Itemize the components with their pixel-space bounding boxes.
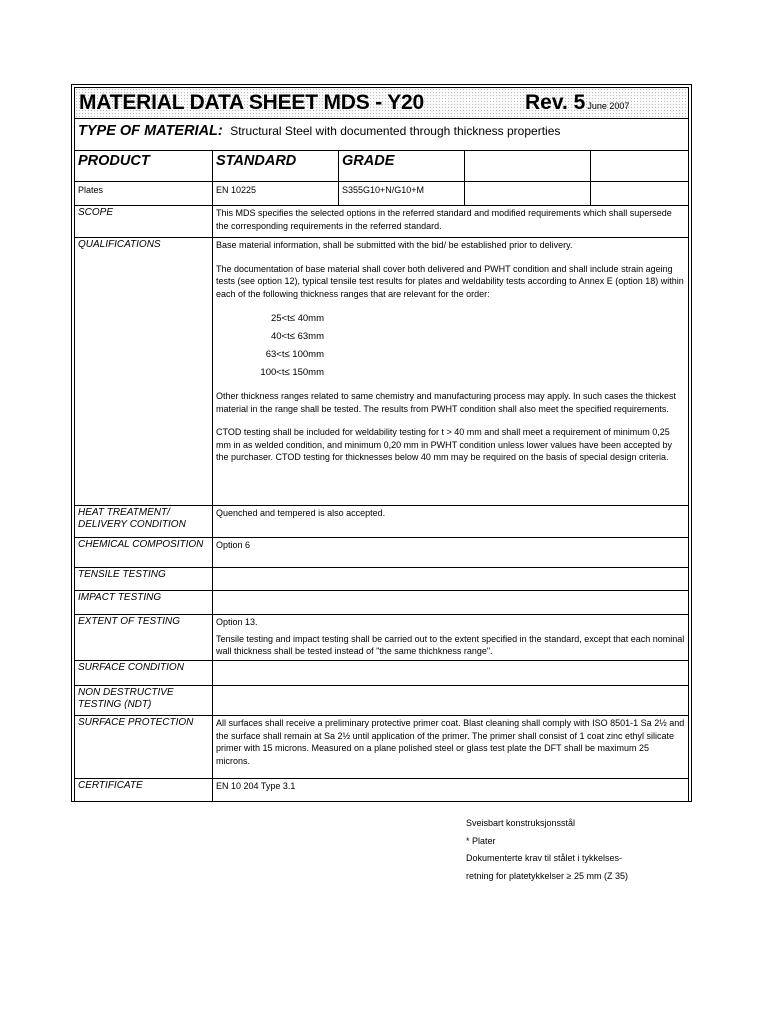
qualifications-paragraph-2: The documentation of base material shall cover both delivered and PWHT condition and shall include strain ageing tests (see option 12), typical tensile test results for plates and weldability tests according to Annex E (option 18) within each of the following thickness ranges that are relevant for the order: <box>216 263 684 299</box>
note-line: * Plater <box>466 835 496 846</box>
impact-testing-text <box>213 591 688 614</box>
extent-of-testing-row <box>75 615 688 661</box>
product-row <box>75 182 688 206</box>
surface-condition-label: SURFACE CONDITION <box>75 661 213 685</box>
scope-label: SCOPE <box>75 206 213 237</box>
revision <box>525 91 629 115</box>
extent-paragraph-2: Tensile testing and impact testing shall be carried out to the extent specified in the standard, except that each nominal wall thickness shall be tested instead of "the same thichkness range". <box>216 633 685 656</box>
thickness-range: 100<t≤ 150mm <box>260 367 324 378</box>
extent-paragraph-1: Option 13. <box>216 617 258 627</box>
heat-treatment-text: Quenched and tempered is also accepted. <box>216 508 386 518</box>
header-product: PRODUCT <box>75 151 213 181</box>
surface-protection-text: All surfaces shall receive a preliminary protective primer coat. Blast cleaning shall comply with ISO 8501-1 Sa 2½ and the surface shall remain at Sa 2½ until application of the primer. The primer shall consist of 1 coat zinc ethyl silicate primer with 15 microns. Measured on a plane polished steel or glass test plate the DFT shall be maximum 25 microns. <box>216 718 685 766</box>
chemical-composition-row <box>75 538 688 568</box>
title-bar <box>75 88 688 119</box>
surface-condition-row <box>75 661 688 686</box>
scope-row <box>75 206 688 238</box>
tensile-testing-text <box>213 568 688 590</box>
note-line: Dokumenterte krav til stålet i tykkelses- <box>466 853 623 863</box>
surface-condition-text <box>213 661 688 685</box>
column-header-row <box>75 151 688 182</box>
chemical-composition-text: Option 6 <box>216 540 251 550</box>
surface-protection-label: SURFACE PROTECTION <box>75 716 213 778</box>
impact-testing-label: IMPACT TESTING <box>75 591 213 614</box>
revision-number: Rev. 5 <box>525 91 586 114</box>
qualifications-row <box>75 238 688 506</box>
ndt-label-line-1: NON DESTRUCTIVE <box>78 687 174 698</box>
standard-value: EN 10225 <box>213 182 339 205</box>
norwegian-notes <box>466 815 628 885</box>
heat-treatment-label-line-2: DELIVERY CONDITION <box>78 519 186 530</box>
scope-text: This MDS specifies the selected options in the referred standard and modified requirements which shall supersede the corresponding requirements in the referred standard. <box>216 208 672 231</box>
ndt-row <box>75 686 688 716</box>
product-empty-1 <box>465 182 591 205</box>
heat-treatment-label <box>75 506 213 537</box>
header-empty-1 <box>465 151 591 181</box>
product-empty-2 <box>591 182 688 205</box>
header-grade: GRADE <box>339 151 465 181</box>
qualifications-text <box>213 238 688 505</box>
heat-treatment-label-line-1: HEAT TREATMENT/ <box>78 507 170 518</box>
note-line: Sveisbart konstruksjonsstål <box>466 818 576 828</box>
chemical-composition-label: CHEMICAL COMPOSITION <box>75 538 213 567</box>
extent-of-testing-text <box>213 615 688 660</box>
certificate-label: CERTIFICATE <box>75 779 213 801</box>
type-of-material-row <box>75 119 688 151</box>
thickness-range: 40<t≤ 63mm <box>270 331 324 342</box>
certificate-row <box>75 779 688 801</box>
ndt-label <box>75 686 213 715</box>
thickness-range: 25<t≤ 40mm <box>270 313 324 324</box>
qualifications-paragraph-3: Other thickness ranges related to same chemistry and manufacturing process may apply. In such cases the thickest material in the range shall be tested. The results from PWHT condition shall also meet the specified requirements. <box>216 391 677 414</box>
qualifications-label: QUALIFICATIONS <box>75 238 213 505</box>
certificate-text: EN 10 204 Type 3.1 <box>216 781 296 791</box>
document-title: MATERIAL DATA SHEET MDS - Y20 <box>79 91 425 114</box>
surface-protection-row <box>75 716 688 779</box>
product-value: Plates <box>75 182 213 205</box>
header-standard: STANDARD <box>213 151 339 181</box>
ndt-text <box>213 686 688 715</box>
note-line: retning for platetykkelser ≥ 25 mm (Z 35) <box>466 870 628 881</box>
header-empty-2 <box>591 151 688 181</box>
thickness-range: 63<t≤ 100mm <box>265 349 324 360</box>
material-data-sheet <box>74 87 689 802</box>
extent-of-testing-label: EXTENT OF TESTING <box>75 615 213 660</box>
type-of-material-value: Structural Steel with documented through thickness properties <box>230 124 561 138</box>
ndt-label-line-2: TESTING (NDT) <box>78 699 152 710</box>
impact-testing-row <box>75 591 688 615</box>
thickness-ranges <box>216 310 685 382</box>
tensile-testing-row <box>75 568 688 591</box>
revision-date: June 2007 <box>587 101 630 111</box>
type-of-material-label: TYPE OF MATERIAL: <box>78 123 223 139</box>
grade-value: S355G10+N/G10+M <box>339 182 465 205</box>
qualifications-paragraph-1: Base material information, shall be submitted with the bid/ be established prior to delivery. <box>216 240 573 250</box>
tensile-testing-label: TENSILE TESTING <box>75 568 213 590</box>
heat-treatment-row <box>75 506 688 538</box>
qualifications-paragraph-4: CTOD testing shall be included for weldability testing for t > 40 mm and shall meet a requirement of minimum 0,25 mm in as welded condition, and minimum 0,20 mm in PWHT condition unless lower values have been accepted by the purchaser. CTOD testing for thicknesses below 40 mm may be required on the basis of special design criteria. <box>216 427 673 462</box>
